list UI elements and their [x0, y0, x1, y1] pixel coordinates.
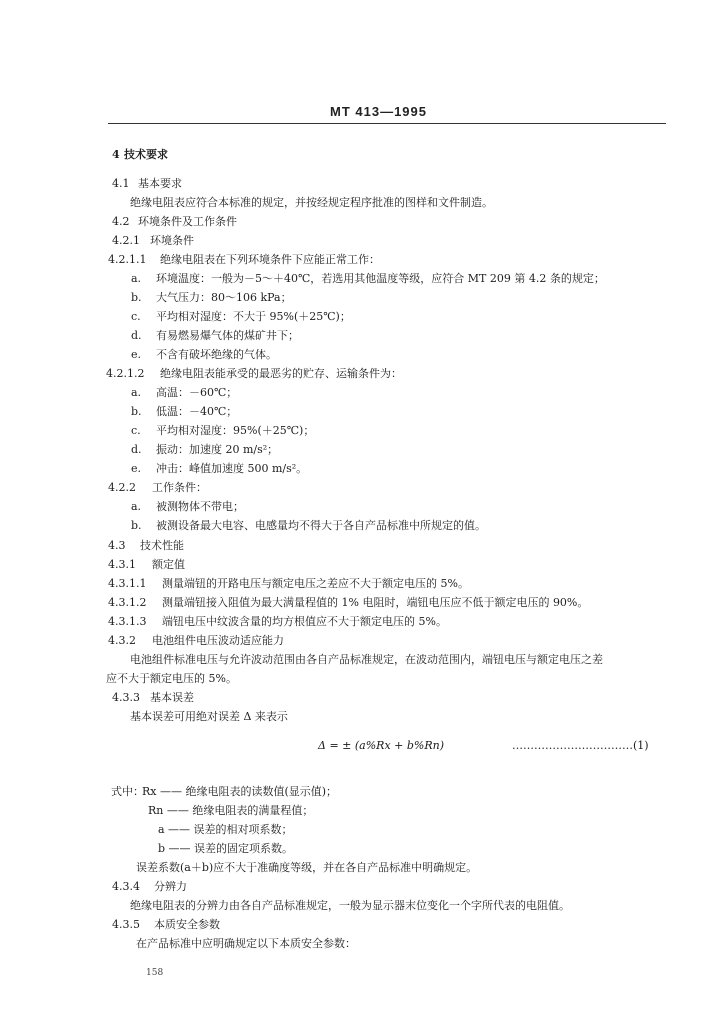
clause-number: 4.3.1.3: [108, 615, 147, 628]
clause-text: 高温：－60℃；: [156, 386, 238, 399]
clause-text: 平均相对湿度：不大于 95%(＋25℃)；: [156, 310, 351, 323]
clause-text: 误差系数(a＋b)应不大于准确度等级，并在各自产品标准中明确规定。: [136, 861, 478, 874]
clause-number: 4.2: [112, 215, 130, 228]
clause-text: 技术性能: [140, 539, 184, 552]
clause-number: 4.3.5: [112, 918, 140, 931]
clause-number: 4.3.2: [108, 634, 136, 647]
clause-number: b.: [131, 519, 142, 532]
clause-number: 4: [112, 148, 120, 161]
page-number: 158: [146, 968, 164, 978]
page-header: MT 413—1995: [330, 104, 427, 119]
clause-text: 技术要求: [124, 148, 168, 161]
clause-number: 式中：: [111, 785, 144, 798]
clause-text: b —— 误差的固定项系数。: [158, 842, 294, 855]
clause-text: 低温：－40℃；: [156, 405, 238, 418]
clause-text: 环境条件及工作条件: [138, 215, 237, 228]
clause-text: 额定值: [152, 558, 185, 571]
clause-number: d.: [131, 329, 142, 342]
clause-text: 大气压力：80～106 kPa；: [156, 291, 292, 304]
clause-text: 应不大于额定电压的 5%。: [106, 672, 237, 685]
clause-text: a —— 误差的相对项系数；: [158, 823, 293, 836]
clause-text: 测量端钮的开路电压与额定电压之差应不大于额定电压的 5%。: [162, 577, 469, 590]
clause-text: Rx —— 绝缘电阻表的读数值(显示值)；: [142, 785, 338, 798]
clause-text: Rn —— 绝缘电阻表的满量程值；: [148, 804, 314, 817]
clause-number: 4.1: [112, 177, 130, 190]
clause-text: 平均相对湿度：95%(＋25℃)；: [156, 424, 315, 437]
clause-text: 在产品标准中应明确规定以下本质安全参数：: [136, 937, 356, 950]
header-rule: [108, 123, 666, 124]
clause-number: 4.2.1: [112, 234, 140, 247]
clause-number: 4.3.4: [112, 880, 140, 893]
clause-number: 4.2.1.1: [108, 253, 147, 266]
clause-text: 环境温度：一般为－5～＋40℃，若选用其他温度等级，应符合 MT 209 第 4.2 条的规定；: [156, 272, 605, 285]
clause-text: 冲击：峰值加速度 500 m/s²。: [156, 462, 308, 475]
clause-text: 电池组件电压波动适应能力: [152, 634, 284, 647]
clause-text: 端钮电压中纹波含量的均方根值应不大于额定电压的 5%。: [162, 615, 447, 628]
formula-number: ……………………………(1): [512, 739, 649, 752]
clause-number: a.: [131, 272, 142, 285]
clause-text: 基本要求: [138, 177, 182, 190]
clause-text: 被测物体不带电；: [156, 500, 244, 513]
clause-number: a.: [131, 500, 142, 513]
clause-text: 有易燃易爆气体的煤矿井下；: [156, 329, 299, 342]
clause-text: 绝缘电阻表在下列环境条件下应能正常工作：: [160, 253, 380, 266]
clause-text: 不含有破坏绝缘的气体。: [156, 348, 277, 361]
clause-number: c.: [131, 424, 141, 437]
clause-number: a.: [131, 386, 142, 399]
clause-number: c.: [131, 310, 141, 323]
clause-number: b.: [131, 405, 142, 418]
clause-number: 4.3.1.1: [108, 577, 147, 590]
clause-text: 本质安全参数: [154, 918, 220, 931]
clause-number: e.: [131, 462, 142, 475]
clause-text: 基本误差可用绝对误差 Δ 来表示: [130, 710, 288, 723]
clause-text: 绝缘电阻表的分辨力由各自产品标准规定，一般为显示器末位变化一个字所代表的电阻值。: [130, 899, 570, 912]
clause-text: 工作条件：: [152, 481, 207, 494]
clause-number: d.: [131, 443, 142, 456]
clause-number: 4.3.1.2: [108, 596, 147, 609]
clause-text: 被测设备最大电容、电感量均不得大于各自产品标准中所规定的值。: [156, 519, 486, 532]
clause-text: 绝缘电阻表应符合本标准的规定，并按经规定程序批准的图样和文件制造。: [130, 196, 493, 209]
clause-text: 测量端钮接入阻值为最大满量程值的 1% 电阻时，端钮电压应不低于额定电压的 90%。: [162, 596, 589, 609]
clause-number: 4.3.3: [112, 691, 140, 704]
clause-number: b.: [131, 291, 142, 304]
clause-number: 4.2.2: [108, 481, 136, 494]
clause-text: 基本误差: [150, 691, 194, 704]
clause-text: 绝缘电阻表能承受的最恶劣的贮存、运输条件为：: [160, 367, 402, 380]
clause-text: 环境条件: [150, 234, 194, 247]
clause-text: 分辨力: [154, 880, 187, 893]
clause-number: 4.3: [108, 539, 126, 552]
error-formula: Δ = ± (a%Rx + b%Rn): [318, 739, 445, 752]
clause-number: 4.3.1: [108, 558, 136, 571]
clause-number: 4.2.1.2: [106, 367, 145, 380]
clause-text: 电池组件标准电压与允许波动范围由各自产品标准规定，在波动范围内，端钮电压与额定电压之差: [130, 653, 603, 666]
clause-text: 振动：加速度 20 m/s²；: [156, 443, 279, 456]
clause-number: e.: [131, 348, 142, 361]
